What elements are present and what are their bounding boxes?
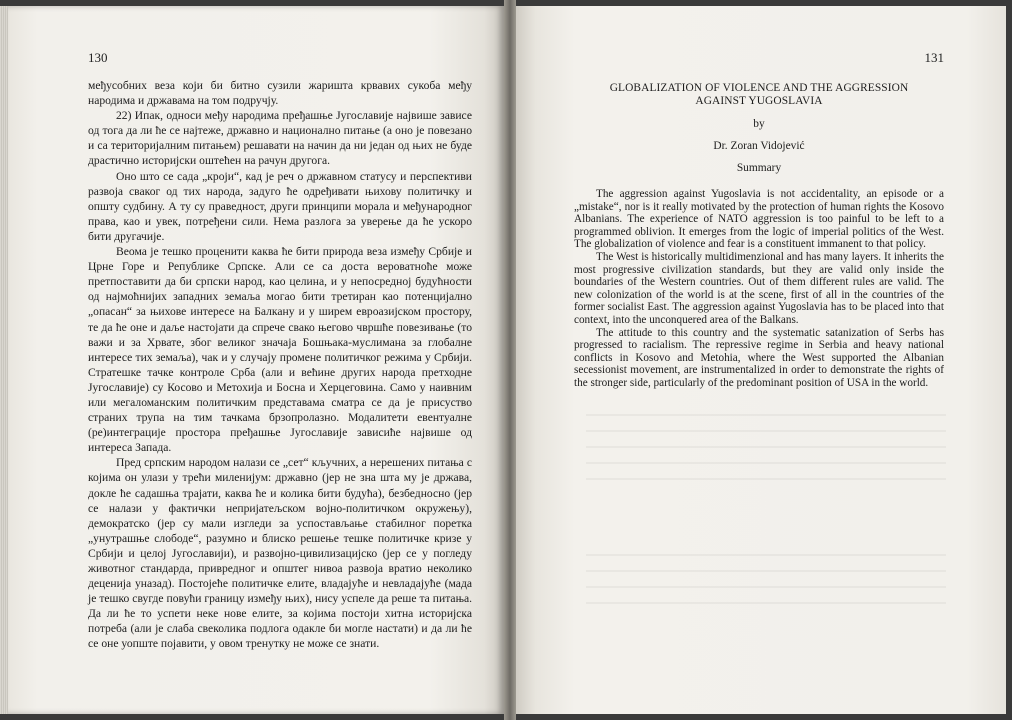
show-through-line [586,554,946,556]
left-page [8,6,504,714]
paragraph: The aggression against Yugoslavia is not accidentality, an episode or a „mistake“, nor is it really motivated by the protection of human rights the Kosovo Albanians. The experience of NATO aggression is too painful to be left to a programmed oblivion. It emerges from the logic of imperial politics of the West. The globalization of violence and fear is a constituent immanent to that policy. [574,188,944,251]
author-name: Dr. Zoran Vidojević [713,140,805,152]
paragraph: 22) Ипак, односи међу народима пређашње Југославије највише зависе од тога да ли ће се најтеже, државно и национално питање (а оно је повезано и са територијалним питањем) решавати на начин да ни један од њих не буде драстично историјски оштећен на рачун другога. [88,109,472,168]
show-through-line [586,446,946,448]
show-through-line [586,478,946,480]
page-number-right: 131 [924,50,944,65]
paragraph: међусобних веза који би битно сузили жаришта крвавих сукоба међу народима и државама на том подручју. [88,79,472,108]
page-number-left: 130 [88,50,108,65]
summary-heading: Summary [736,162,782,174]
right-page [516,6,1006,714]
paragraph: Оно што се сада „кроји“, кад је реч о државном статусу и перспективи развоја сваког од тих народа, задуго ће одређивати њихову политичку и општу судбину. А ту су праведност, други принципи морала и међународног права, као и увек, потређени сили. Нема разлога за уверење да ће ускоро бити другачије. [88,169,472,243]
article-title [576,82,942,108]
show-through-line [586,602,946,604]
paragraph: The West is historically multidimenzional and has many layers. It inherits the most progressive civilization standards, but they are valid only inside the boundaries of the Western countries. Out of them different rules are valid. The new colonization of the world is at the scene, first of all in the countries of the former socialist East. The aggression against Yugoslavia has to be placed into that context, into the unconquered area of the Balkans. [574,250,944,326]
show-through-line [586,430,946,432]
show-through-line [586,414,946,416]
paragraph: Веома је тешко проценити каква ће бити природа веза између Србије и Црне Горе и Републике Српске. Али се са доста вероватноће може претпоставити да би српски народ, као целина, и у непосредној будућности од најмоћнијих западних земаља могао бити третиран као потенцијално „опасан“ за њихове интересе на Балкану и у ширем евроазијском простору, те да ће оне и даље настојати да спрече свако његово чвршће повезивање (то важи и за Хрвате, због великог значаја Бошњака-муслимана за глобалне интересе тих земаља), чак и у случају промене политичког режима у Србији. Стратешке тачке контроле Срба (али и већине других народа претходне Југославије) су Косово и Метохија и Босна и Херцеговина. Само у наивним или мегаломанским политичким представама сматра се да је присуство страних трупа на тим тачкама брзопролазно. Модалитети евентуалне (ре)интеграције простора пређашње Југославије зависиће највише од интереса Запада. [88,245,472,455]
show-through-line [586,586,946,588]
show-through-line [586,462,946,464]
paragraph: The attitude to this country and the systematic satanization of Serbs has progressed to racialism. The repressive regime in Serbia and heavy national conflicts in Kosovo and Metohia, where the West supported the Albanian secessionist movement, are instrumentalized in order to demonstrate the rights of the stronger side, particularly of the predominant position of USA in the world. [574,326,944,389]
summary-body-text [574,188,944,390]
article-title-line-1: GLOBALIZATION OF VIOLENCE AND THE AGGRESSION [609,82,909,94]
byline: by [753,118,765,130]
book-gutter [504,0,516,720]
article-title-line-2: AGAINST YUGOSLAVIA [695,95,823,107]
page-edge-stack [0,6,8,714]
paragraph: Пред српским народом налази се „сет“ кључних, а нерешених питања с којима он улази у трећи миленијум: државно (јер не зна шта му је држава, докле ће садашња трајати, каква ће и колика бити будућа), безбедносно (јер се налази у фактички непријатељском војно-политичком окружењу), демократско (јер су мали изгледи за успостављање стабилног поретка „унутрашње слободе“, разумно и блиско решење тешке политичке кризе у Србији и целој Југославији), и развојно-цивилизацијско (јер се у погледу животног стандарда, привредног и општег нивоа развоја вратио неколико деценија уназад). Постојеће политичке елите, владајуће и невладајуће (мада је тешко свугде повући границу између њих), нису успеле да реше та питања. Да ли ће то успети неке нове елите, за којима постоји хитна историјска потреба (али је слаба свеколика подлога одакле би могле настати) и да ли ће се оне уопште појавити, у овом тренутку не може се знати. [88,456,472,651]
show-through-line [586,570,946,572]
left-body-text [88,78,472,652]
